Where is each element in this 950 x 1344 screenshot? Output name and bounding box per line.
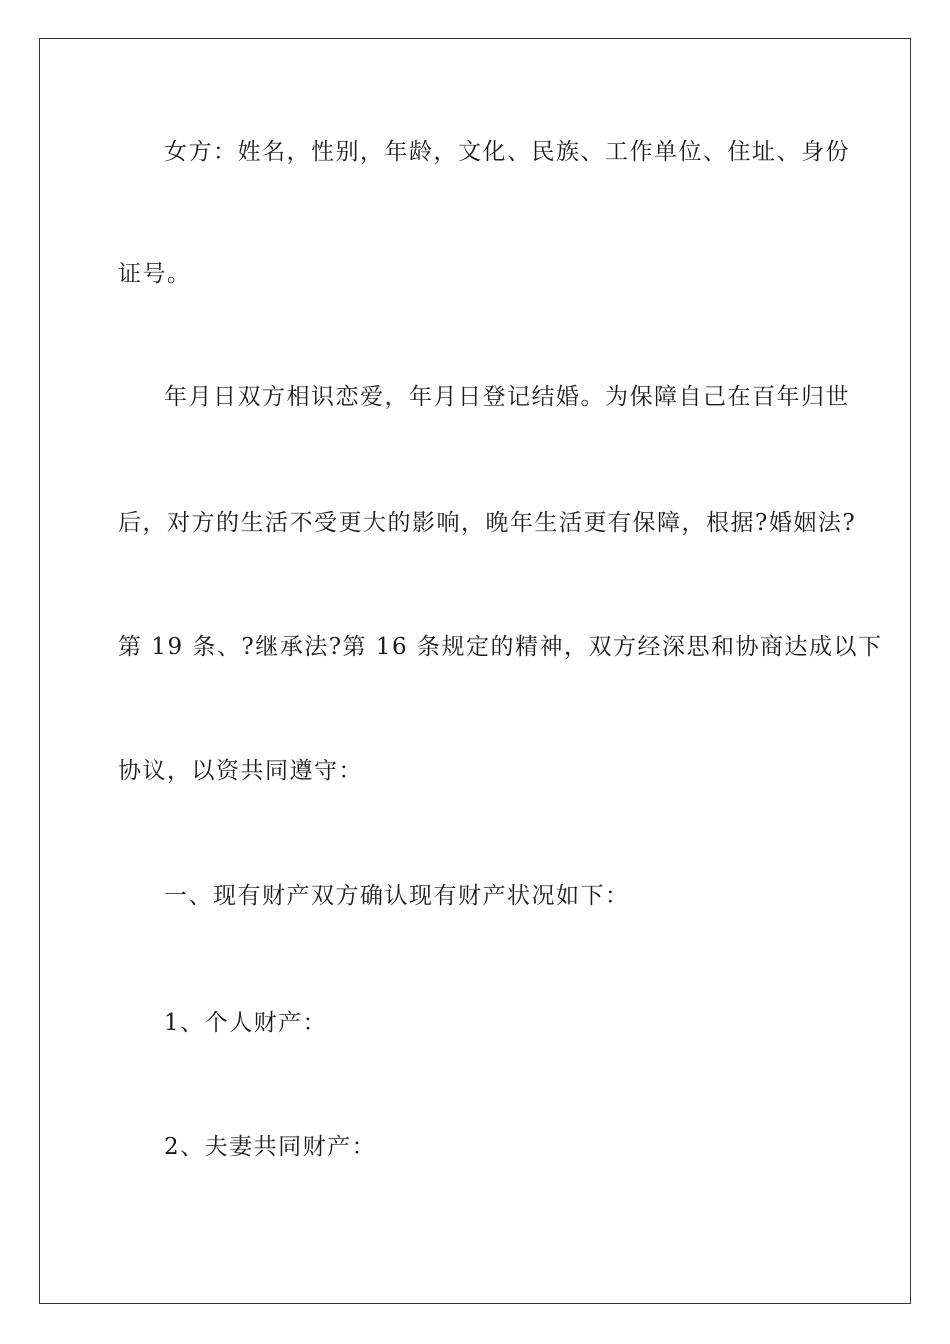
list-item-joint-property: 2、夫妻共同财产：	[164, 1134, 377, 1160]
list-item-personal-property: 1、个人财产：	[164, 1010, 328, 1036]
paragraph-line-preamble-3: 第 19 条、?继承法?第 16 条规定的精神，双方经深思和协商达成以下	[118, 634, 883, 660]
paragraph-line-preamble-4: 协议，以资共同遵守：	[118, 758, 363, 784]
page-border	[39, 38, 911, 1304]
paragraph-line-preamble-2: 后，对方的生活不受更大的影响，晚年生活更有保障，根据?婚姻法?	[118, 510, 857, 536]
paragraph-line-preamble-1: 年月日双方相识恋爱，年月日登记结婚。为保障自己在百年归世	[164, 384, 850, 410]
section-heading-existing-property: 一、现有财产双方确认现有财产状况如下：	[164, 883, 630, 909]
paragraph-line-id-number: 证号。	[118, 261, 192, 287]
paragraph-line-party-info: 女方：姓名，性别，年龄，文化、民族、工作单位、住址、身份	[164, 139, 850, 165]
